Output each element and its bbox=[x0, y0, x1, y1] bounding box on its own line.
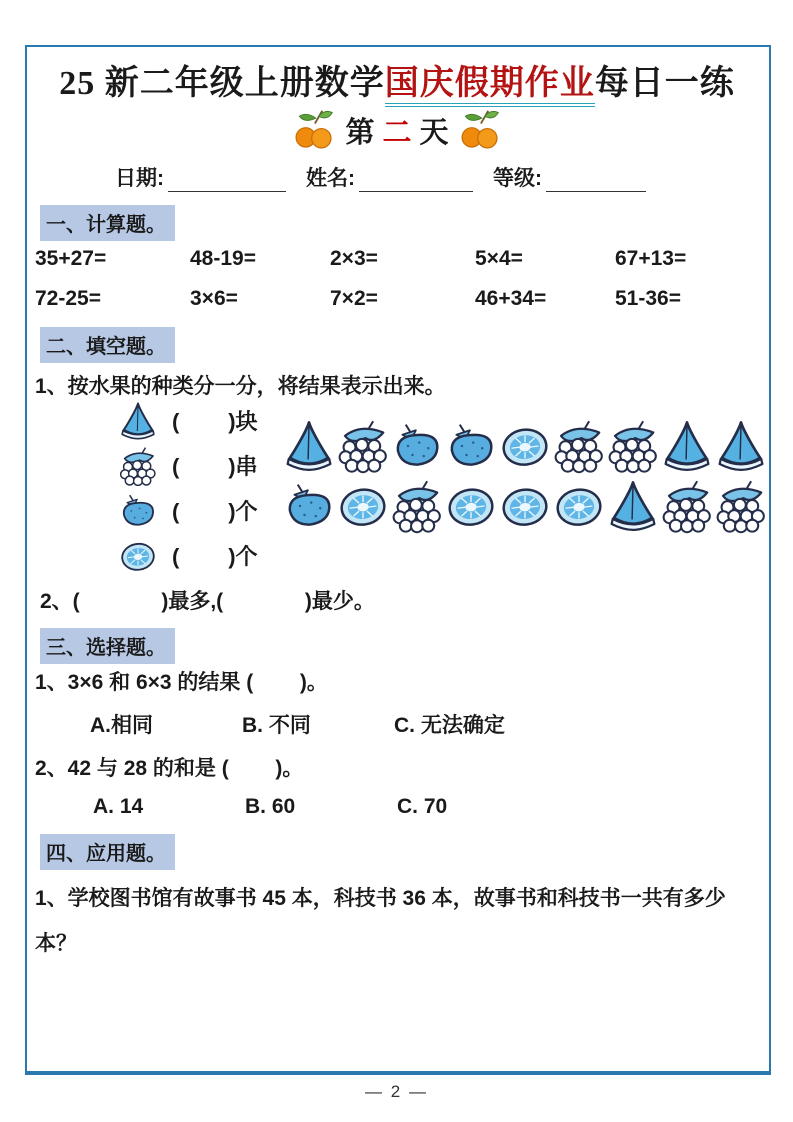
calc-problem: 46+34= bbox=[475, 287, 547, 310]
choice-option: B. 不同 bbox=[242, 714, 311, 737]
section1-heading: 一、计算题。 bbox=[40, 205, 175, 241]
fruit-row bbox=[282, 477, 770, 537]
tangerine-icon bbox=[457, 108, 503, 152]
day-number: 二 bbox=[382, 116, 412, 149]
choice-question-1: 1、3×6 和 6×3 的结果 ( )。 bbox=[35, 671, 328, 694]
choice-option: A.相同 bbox=[90, 714, 153, 737]
day-heading bbox=[25, 106, 769, 154]
grapes-icon bbox=[714, 477, 768, 535]
calc-problem: 48-19= bbox=[190, 247, 256, 270]
day-prefix: 第 bbox=[345, 116, 375, 149]
header-field-label: 等级: bbox=[493, 167, 542, 190]
strawberry-icon bbox=[118, 491, 158, 531]
choice-option: B. 60 bbox=[245, 795, 296, 818]
header-fields bbox=[115, 162, 715, 192]
strawberry-icon bbox=[390, 417, 444, 475]
title-highlight: 国庆假期作业 bbox=[385, 65, 595, 107]
calc-row bbox=[35, 247, 745, 271]
calc-problem: 3×6= bbox=[190, 287, 238, 310]
calc-problem: 5×4= bbox=[475, 247, 523, 270]
title-suffix: 每日一练 bbox=[594, 65, 735, 102]
calc-row bbox=[35, 287, 745, 311]
blank-underline bbox=[168, 168, 286, 192]
page-number: — 2 — bbox=[365, 1082, 428, 1101]
choice-options-1 bbox=[90, 709, 505, 739]
section3-heading: 三、选择题。 bbox=[40, 628, 175, 664]
fruit-legend bbox=[118, 398, 258, 578]
grapes-icon bbox=[606, 417, 660, 475]
legend-row bbox=[118, 488, 258, 533]
day-suffix: 天 bbox=[419, 116, 449, 149]
strawberry-icon bbox=[282, 477, 336, 535]
legend-blank: ( )串 bbox=[172, 454, 258, 479]
section2-heading: 二、填空题。 bbox=[40, 327, 175, 363]
title-prefix: 25 新二年级上册数学 bbox=[59, 65, 385, 102]
word-problem-1: 1、学校图书馆有故事书 45 本，科技书 36 本，故事书和科技书一共有多少本？ bbox=[35, 887, 726, 955]
blank-underline bbox=[359, 168, 473, 192]
legend-blank: ( )个 bbox=[172, 544, 258, 569]
kiwi-icon bbox=[118, 536, 158, 576]
calc-problem: 7×2= bbox=[330, 287, 378, 310]
calc-problem: 35+27= bbox=[35, 247, 107, 270]
fill-question-2: 2、( )最多,( )最少。 bbox=[40, 590, 375, 613]
watermelon-icon bbox=[282, 417, 336, 475]
calc-problem: 2×3= bbox=[330, 247, 378, 270]
header-field bbox=[115, 162, 286, 192]
grapes-icon bbox=[118, 446, 158, 486]
watermelon-icon bbox=[606, 477, 660, 535]
legend-blank: ( )块 bbox=[172, 409, 258, 434]
legend-row bbox=[118, 398, 258, 443]
fruit-row bbox=[282, 417, 770, 477]
grapes-icon bbox=[336, 417, 390, 475]
fill-question-1: 1、按水果的种类分一分，将结果表示出来。 bbox=[35, 375, 446, 398]
choice-option: A. 14 bbox=[93, 795, 144, 818]
watermelon-icon bbox=[118, 401, 158, 441]
choice-option: C. 70 bbox=[397, 795, 448, 818]
header-field-label: 日期: bbox=[115, 167, 164, 190]
header-field bbox=[306, 162, 473, 192]
tangerine-icon bbox=[291, 108, 337, 152]
blank-underline bbox=[546, 168, 646, 192]
section4-heading: 四、应用题。 bbox=[40, 834, 175, 870]
kiwi-icon bbox=[552, 477, 606, 535]
grapes-icon bbox=[390, 477, 444, 535]
legend-row bbox=[118, 443, 258, 488]
choice-options-2 bbox=[93, 795, 447, 819]
header-field-label: 姓名: bbox=[306, 167, 355, 190]
choice-question-2: 2、42 与 28 的和是 ( )。 bbox=[35, 757, 304, 780]
legend-row bbox=[118, 533, 258, 578]
kiwi-icon bbox=[336, 477, 390, 535]
fruit-grid bbox=[282, 417, 770, 537]
strawberry-icon bbox=[444, 417, 498, 475]
watermelon-icon bbox=[714, 417, 768, 475]
kiwi-icon bbox=[498, 417, 552, 475]
calc-problem: 72-25= bbox=[35, 287, 101, 310]
choice-option: C. 无法确定 bbox=[394, 714, 505, 737]
kiwi-icon bbox=[498, 477, 552, 535]
calc-problem: 67+13= bbox=[615, 247, 687, 270]
calc-problem: 51-36= bbox=[615, 287, 681, 310]
grapes-icon bbox=[552, 417, 606, 475]
watermelon-icon bbox=[660, 417, 714, 475]
header-field bbox=[493, 162, 646, 192]
kiwi-icon bbox=[444, 477, 498, 535]
grapes-icon bbox=[660, 477, 714, 535]
legend-blank: ( )个 bbox=[172, 499, 258, 524]
page-title bbox=[25, 55, 769, 104]
